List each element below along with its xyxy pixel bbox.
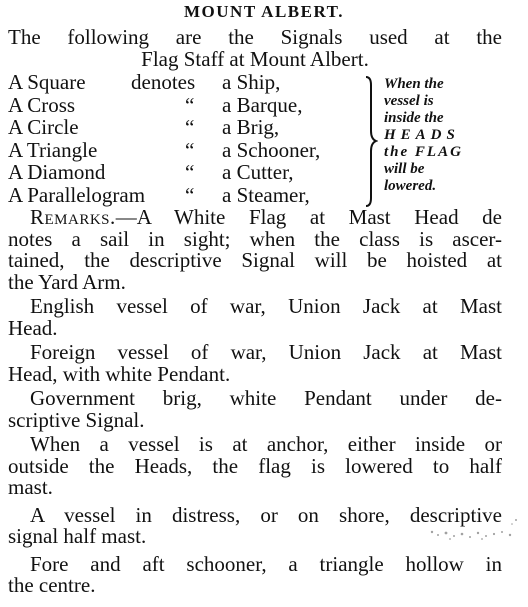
signal-shape: A Triangle (8, 137, 98, 162)
signal-shape: A Cross (8, 92, 76, 117)
intro-line: The following are the Signals used at the (8, 25, 502, 49)
ditto-mark: “ (185, 160, 195, 184)
remarks-paragraph (8, 207, 502, 293)
paragraph-line: Head. (8, 315, 58, 340)
intro-line: Flag Staff at Mount Albert. (141, 47, 369, 71)
paragraph (8, 551, 502, 597)
paragraph-line: When a vessel is at anchor, either inside or (30, 432, 502, 456)
curly-brace (364, 75, 378, 208)
remarks-line (8, 207, 502, 229)
paragraph-line: Foreign vessel of war, Union Jack at Mast (30, 340, 502, 364)
signal-shape: A Square (8, 70, 86, 94)
ink-smudge (402, 512, 520, 542)
brace-note-line: will be (384, 161, 425, 177)
paragraph-line: scriptive Signal. (8, 407, 145, 432)
paragraph-line: mast. (8, 475, 53, 499)
paragraph-line: outside the Heads, the flag is lowered to half (8, 453, 502, 478)
signal-shape: A Parallelogram (8, 182, 146, 207)
paragraph-line: Government brig, white Pendant under de- (30, 386, 502, 410)
paragraph (8, 388, 502, 431)
brace-note-line: lowered. (384, 178, 437, 194)
brace-note-line: inside the (384, 110, 444, 126)
paragraph (8, 342, 502, 385)
brace-note (384, 76, 504, 195)
paragraph-line: Fore and aft schooner, a triangle hollow in (30, 551, 502, 576)
brace-note-line: When the (384, 76, 444, 92)
intro-paragraph (8, 26, 502, 70)
paragraph-line: English vessel of war, Union Jack at Mast (30, 294, 502, 318)
remarks-line-text: —A White Flag at Mast Head de (115, 205, 502, 229)
signal-vessel: a Barque, (222, 92, 303, 117)
ditto-mark: “ (185, 115, 195, 139)
remarks-line: tained, the descriptive Signal will be hoisted at (8, 248, 502, 272)
ditto-mark: “ (185, 182, 195, 207)
signal-shape: A Diamond (8, 160, 106, 184)
ditto-mark: “ (185, 137, 195, 162)
page-title: MOUNT ALBERT. (184, 2, 344, 21)
brace-note-line: HEADS (384, 127, 460, 143)
signal-vessel: a Brig, (222, 115, 280, 139)
signal-vessel: a Ship, (222, 70, 281, 94)
paragraph-line: the centre. (8, 573, 96, 597)
signal-shape: A Circle (8, 115, 79, 139)
remarks-line: notes a sail in sight; when the class is ascer- (8, 226, 502, 251)
signal-verb: denotes (131, 70, 196, 94)
paragraph (8, 434, 502, 499)
remarks-label: Remarks. (30, 205, 116, 229)
signal-vessel: a Cutter, (222, 160, 294, 184)
signal-vessel: a Schooner, (222, 137, 321, 162)
remarks-line: the Yard Arm. (8, 269, 126, 294)
paragraph-line: Head, with white Pendant. (8, 361, 231, 386)
paragraph (8, 296, 502, 339)
brace-note-line: the FLAG (384, 144, 463, 160)
paragraph-line: A vessel in distress, or on shore, descriptive (30, 502, 502, 527)
signal-vessel: a Steamer, (222, 182, 310, 207)
ditto-mark: “ (185, 92, 195, 117)
brace-note-line: vessel is (384, 93, 434, 109)
paragraph-line: signal half mast. (8, 524, 147, 548)
